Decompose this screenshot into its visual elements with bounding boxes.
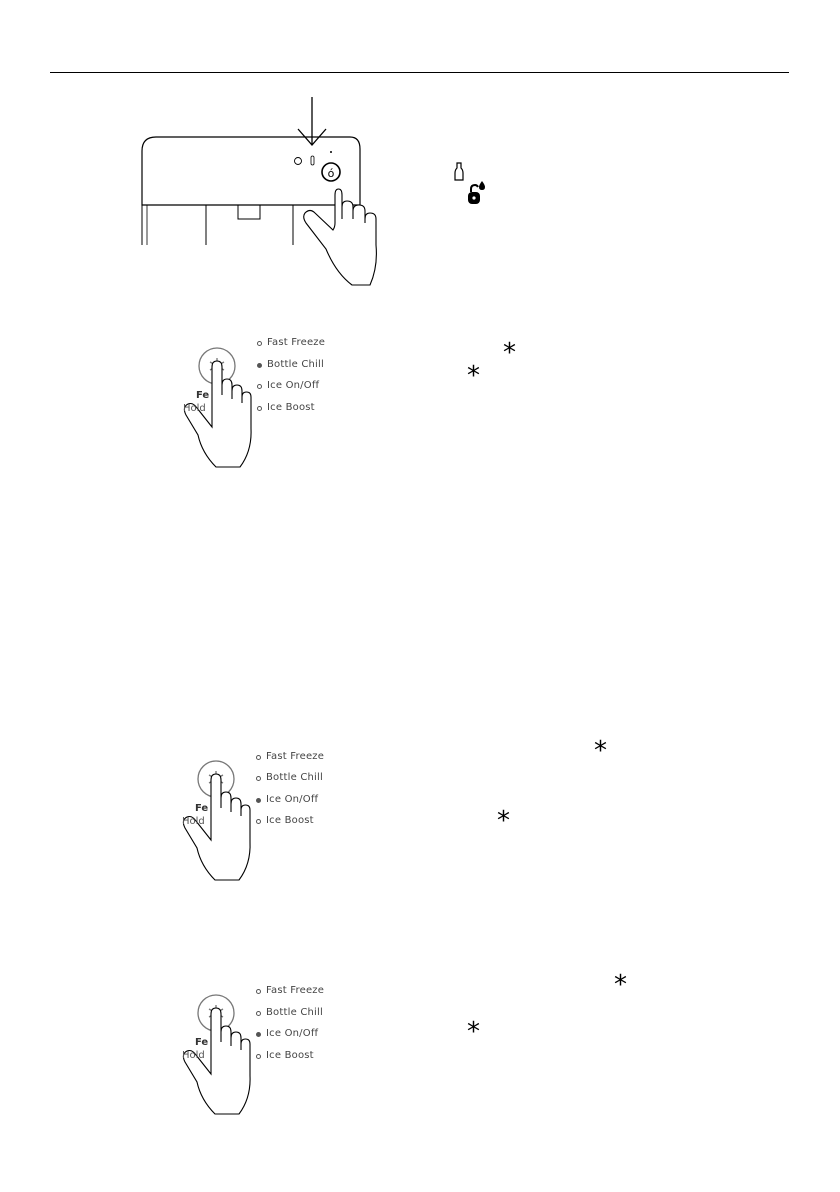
indicator-ice-boost (257, 406, 262, 411)
fast-freeze-star-icon: * (614, 970, 627, 1000)
panel-label-bottle-chill: Bottle Chill (267, 359, 324, 370)
panel-partial-hold: Hold (182, 1050, 205, 1061)
panel-partial-hold: Hold (183, 403, 206, 414)
panel-partial-label: Fe (195, 1037, 209, 1048)
indicator-ice-on-off (256, 798, 261, 803)
panel-label-bottle-chill: Bottle Chill (266, 1007, 323, 1018)
pointing-hand-icon (184, 361, 251, 467)
indicator-fast-freeze (257, 341, 262, 346)
indicator-ice-on-off (256, 1032, 261, 1037)
svg-text:ó: ó (327, 167, 335, 180)
unlock-drop-icon (466, 180, 488, 206)
indicator-ice-boost (256, 1054, 261, 1059)
panel-partial-label: Fe (195, 803, 209, 814)
bottle-small-icon (311, 156, 314, 165)
down-arrow-icon (298, 97, 326, 145)
panel-label-ice-boost: Ice Boost (266, 815, 314, 826)
panel-label-fast-freeze: Fast Freeze (267, 337, 326, 348)
indicator-bottle-chill (256, 776, 261, 781)
fast-freeze-star-icon: * (467, 1017, 480, 1047)
pointing-hand-icon (183, 774, 250, 880)
indicator-bottle-chill (257, 363, 262, 368)
panel-label-ice-on-off: Ice On/Off (266, 1028, 319, 1039)
panel-label-ice-boost: Ice Boost (267, 402, 315, 413)
fast-freeze-star-icon: * (497, 806, 510, 836)
panel-label-fast-freeze: Fast Freeze (266, 751, 325, 762)
panel-label-ice-on-off: Ice On/Off (266, 794, 319, 805)
panel-label-ice-boost: Ice Boost (266, 1050, 314, 1061)
indicator-fast-freeze (256, 755, 261, 760)
dispenser-illustration (130, 95, 390, 295)
panel-label-fast-freeze: Fast Freeze (266, 985, 325, 996)
panel-partial-hold: Hold (182, 816, 205, 827)
fast-freeze-star-icon: * (467, 361, 480, 391)
header-rule (50, 72, 789, 73)
indicator-ice-on-off (257, 384, 262, 389)
panel-label-ice-on-off: Ice On/Off (267, 380, 320, 391)
indicator-ice-boost (256, 819, 261, 824)
indicator-bottle-chill (256, 1011, 261, 1016)
pointing-hand-icon (183, 1008, 250, 1114)
gear-small-icon (295, 158, 302, 165)
fast-freeze-star-icon: * (503, 338, 516, 368)
indicator-fast-freeze (256, 989, 261, 994)
panel-partial-label: Fe (196, 390, 210, 401)
pointing-hand-icon (304, 189, 377, 285)
panel-label-bottle-chill: Bottle Chill (266, 772, 323, 783)
fast-freeze-star-icon: * (594, 736, 607, 766)
bottle-icon (453, 162, 465, 182)
